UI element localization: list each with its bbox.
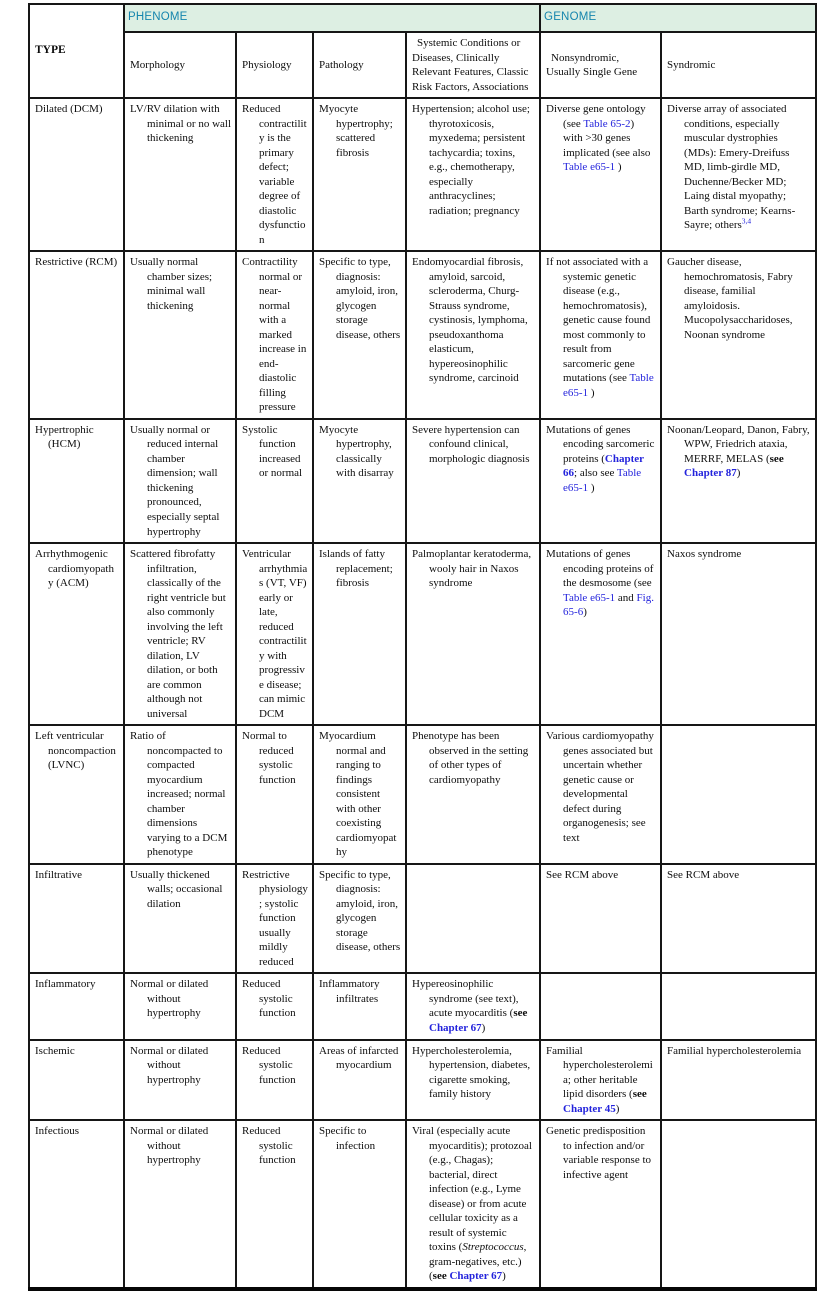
row-type-label: Left ventricular noncompaction (LVNC) xyxy=(35,730,116,772)
cell-pathology xyxy=(313,251,406,419)
text-segment: , gram-negatives, etc.) ( xyxy=(429,1241,527,1283)
text-segment: ) xyxy=(588,481,595,494)
data-table xyxy=(28,3,817,1291)
text-segment: Contractility normal or near-normal with a marked increase in end-diastolic filling pressure xyxy=(242,256,307,414)
row-type-label: Inflammatory xyxy=(35,978,96,991)
text-segment: ) xyxy=(588,386,595,399)
cell-morphology xyxy=(124,251,236,419)
text-segment: Scattered fibrofatty infiltration, classically of the right ventricle but also commonly involving the left ventricle; RV dilation, LV dilation, or both are common although not universal xyxy=(130,548,226,720)
text-segment: Naxos syndrome xyxy=(667,548,742,561)
column-header-nonsyndromic: Nonsyndromic, Usually Single Gene xyxy=(540,32,661,98)
cell-physiology xyxy=(236,419,313,543)
cell-pathology xyxy=(313,725,406,864)
text-segment: Reduced systolic function xyxy=(242,1125,296,1167)
column-header-syndromic: Syndromic xyxy=(661,32,816,98)
cell-morphology xyxy=(124,419,236,543)
text-segment: Normal to reduced systolic function xyxy=(242,730,296,786)
text-segment: see xyxy=(513,1007,528,1020)
text-segment: Streptococcus xyxy=(462,1241,524,1254)
cell-physiology xyxy=(236,543,313,725)
row-type-label: Infiltrative xyxy=(35,868,83,881)
cell-physiology xyxy=(236,725,313,864)
text-segment: ) xyxy=(502,1270,506,1283)
cell-systemic xyxy=(406,973,540,1039)
row-type-cell xyxy=(29,98,124,251)
text-segment: Genetic predisposition to infection and/or variable response to infective agent xyxy=(546,1125,652,1181)
text-segment: Myocardium normal and ranging to findings consistent with other coexisting cardiomyopathy xyxy=(319,730,397,859)
text-segment: Diverse gene ontology (see xyxy=(546,103,646,130)
cross-reference-link[interactable]: Table e65-1 xyxy=(563,372,654,399)
text-segment: Specific to infection xyxy=(319,1125,376,1152)
cell-morphology xyxy=(124,1120,236,1289)
cell-morphology xyxy=(124,973,236,1039)
row-type-cell xyxy=(29,1040,124,1121)
row-type-cell xyxy=(29,1120,124,1289)
text-segment: Mutations of genes encoding proteins of the desmosome (see xyxy=(546,548,654,590)
table-row xyxy=(29,973,816,1039)
table-row xyxy=(29,1120,816,1289)
row-type-label: Hypertrophic (HCM) xyxy=(35,423,94,451)
cell-physiology xyxy=(236,98,313,251)
text-segment: Familial hypercholesterolemia; other heritable lipid disorders ( xyxy=(546,1044,653,1101)
type-column-header: TYPE xyxy=(29,4,124,98)
cell-syndromic xyxy=(661,1120,816,1289)
text-segment: ) xyxy=(481,1022,486,1034)
text-segment: Hypertension; alcohol use; thyrotoxicosis, myxedema; persistent tachycardia; toxins, e.g., chemotherapy, especially anthracyclines; radiation; pregnancy xyxy=(412,103,530,217)
cell-syndromic xyxy=(661,973,816,1039)
cell-syndromic xyxy=(661,1040,816,1121)
cross-reference-link[interactable]: Fig. 65-6 xyxy=(563,591,654,619)
text-segment: Ratio of noncompacted to compacted myocardium increased; normal chamber dimensions varying to a DCM phenotype xyxy=(130,730,228,859)
column-header-row xyxy=(29,32,816,98)
text-segment: ) with >30 genes implicated (see also xyxy=(563,117,651,159)
cross-reference-link[interactable]: 3,4 xyxy=(741,216,752,226)
text-segment: Myocyte hypertrophy; scattered fibrosis xyxy=(319,103,393,159)
cell-nonsyndromic xyxy=(540,973,661,1039)
cell-physiology xyxy=(236,1120,313,1289)
cell-nonsyndromic xyxy=(540,419,661,543)
cell-nonsyndromic xyxy=(540,1040,661,1121)
row-type-label: Restrictive (RCM) xyxy=(35,256,118,269)
cell-systemic xyxy=(406,864,540,974)
text-segment: Ventricular arrhythmias (VT, VF) early or late, reduced contractility with progressive disease; can mimic DCM xyxy=(242,548,308,720)
row-type-label: Arrhythmogenic cardiomyopathy (ACM) xyxy=(35,548,114,590)
cell-morphology xyxy=(124,864,236,974)
cell-morphology xyxy=(124,1040,236,1121)
cell-pathology xyxy=(313,543,406,725)
text-segment: See RCM above xyxy=(546,868,619,881)
text-segment: Hypereosinophilic syndrome (see text), acute myocarditis ( xyxy=(412,978,519,1020)
text-segment: Usually normal chamber sizes; minimal wall thickening xyxy=(130,256,213,312)
cell-morphology xyxy=(124,725,236,864)
table-row xyxy=(29,1040,816,1121)
text-segment: See RCM above xyxy=(667,868,740,881)
cross-reference-link[interactable]: Chapter 45 xyxy=(563,1102,616,1115)
text-segment: Familial hypercholesterolemia xyxy=(667,1044,802,1057)
text-segment: Palmoplantar keratoderma, wooly hair in Naxos syndrome xyxy=(412,548,532,590)
group-header-row xyxy=(29,4,816,32)
text-segment: see xyxy=(432,1270,450,1283)
cell-pathology xyxy=(313,419,406,543)
text-segment: Normal or dilated without hypertrophy xyxy=(130,1125,209,1167)
cross-reference-link[interactable]: Table e65-1 xyxy=(563,591,616,604)
text-segment: Severe hypertension can confound clinical, morphologic diagnosis xyxy=(412,423,530,465)
text-segment: ) xyxy=(736,467,741,480)
cell-syndromic xyxy=(661,725,816,864)
table-row xyxy=(29,543,816,725)
text-segment: Inflammatory infiltrates xyxy=(319,978,380,1005)
cell-pathology xyxy=(313,98,406,251)
cell-nonsyndromic xyxy=(540,1120,661,1289)
cell-pathology xyxy=(313,1040,406,1121)
text-segment: Mutations of genes encoding sarcomeric proteins ( xyxy=(546,423,655,465)
cell-systemic xyxy=(406,251,540,419)
text-segment: Systolic function increased or normal xyxy=(242,423,303,480)
text-segment: Specific to type, diagnosis: amyloid, iron, glycogen storage disease, others xyxy=(319,256,401,341)
cell-physiology xyxy=(236,973,313,1039)
cell-pathology xyxy=(313,1120,406,1289)
text-segment: see xyxy=(632,1088,647,1101)
genome-group-header: GENOME xyxy=(540,4,816,32)
cell-pathology xyxy=(313,973,406,1039)
cross-reference-link[interactable]: Chapter 67 xyxy=(429,1022,482,1034)
text-segment: Noonan/Leopard, Danon, Fabry, WPW, Friedrich ataxia, MERRF, MELAS ( xyxy=(667,423,810,465)
row-type-label: Ischemic xyxy=(35,1044,75,1057)
text-segment: Normal or dilated without hypertrophy xyxy=(130,1044,209,1086)
cell-systemic xyxy=(406,725,540,864)
cell-systemic xyxy=(406,98,540,251)
text-segment: If not associated with a systemic genetic disease (e.g., hemochromatosis), genetic cause found most commonly to result from sarcomeric gene mutations (see xyxy=(546,256,651,385)
cell-physiology xyxy=(236,251,313,419)
cell-nonsyndromic xyxy=(540,864,661,974)
text-segment: LV/RV dilation with minimal or no wall thickening xyxy=(130,103,232,145)
text-segment: Various cardiomyopathy genes associated but uncertain whether genetic cause or developmental defect during organogenesis; see text xyxy=(546,730,654,844)
table-row xyxy=(29,725,816,864)
column-header-systemic-conditions: Systemic Conditions or Diseases, Clinically Relevant Features, Classic Risk Factors, Associations xyxy=(406,32,540,98)
text-segment: ; also see xyxy=(574,467,617,480)
table-body xyxy=(29,98,816,1289)
text-segment: and xyxy=(615,591,637,604)
cell-physiology xyxy=(236,864,313,974)
cross-reference-link[interactable]: Table e65-1 xyxy=(563,467,642,494)
cell-pathology xyxy=(313,864,406,974)
text-segment: ) xyxy=(615,161,622,174)
text-segment: Reduced contractility is the primary defect; variable degree of diastolic dysfunction xyxy=(242,103,307,246)
text-segment: ) xyxy=(615,1102,620,1115)
cell-syndromic xyxy=(661,251,816,419)
cell-physiology xyxy=(236,1040,313,1121)
row-type-cell xyxy=(29,725,124,864)
cell-syndromic xyxy=(661,864,816,974)
text-segment: Myocyte hypertrophy, classically with disarray xyxy=(319,423,394,480)
text-segment: Islands of fatty replacement; fibrosis xyxy=(319,548,393,590)
text-segment: Usually thickened walls; occasional dilation xyxy=(130,868,223,910)
text-segment: Restrictive physiology; systolic function usually mildly reduced xyxy=(242,868,308,968)
text-segment: Diverse array of associated conditions, especially muscular dystrophies (MDs): Emery-Dreifuss MD, limb-girdle MD, Duchenne/Becker MD; Laing distal myopathy; Barth syndrome; Kearns-Sayre; others xyxy=(667,103,796,232)
cardiomyopathy-classification-table xyxy=(28,3,817,1291)
cell-syndromic xyxy=(661,543,816,725)
column-header-physiology: Physiology xyxy=(236,32,313,98)
row-type-cell xyxy=(29,251,124,419)
cell-systemic xyxy=(406,1040,540,1121)
text-segment: Normal or dilated without hypertrophy xyxy=(130,978,209,1020)
cross-reference-link[interactable]: Chapter 67 xyxy=(449,1270,503,1283)
table-row xyxy=(29,98,816,251)
cross-reference-link[interactable]: Chapter 87 xyxy=(684,467,737,480)
text-segment: Viral (especially acute myocarditis); protozoal (e.g., Chagas); bacterial, direct infection (e.g., Lyme disease) or from acute cellular toxicity as a result of systemic toxins ( xyxy=(412,1125,532,1254)
row-type-cell xyxy=(29,419,124,543)
cell-systemic xyxy=(406,419,540,543)
cross-reference-link[interactable]: Chapter 66 xyxy=(563,452,644,480)
cross-reference-link[interactable]: Table e65-1 xyxy=(563,161,616,174)
row-type-cell xyxy=(29,973,124,1039)
row-type-cell xyxy=(29,864,124,974)
text-segment: Reduced systolic function xyxy=(242,1044,296,1086)
cross-reference-link[interactable]: Table 65-2 xyxy=(583,117,631,130)
cell-nonsyndromic xyxy=(540,543,661,725)
column-header-pathology: Pathology xyxy=(313,32,406,98)
text-segment: Endomyocardial fibrosis, amyloid, sarcoid, scleroderma, Churg-Strauss syndrome, cystinosis, lymphoma, pseudoxanthoma elasticum, hypereosinophilic syndrome, carcinoid xyxy=(412,256,528,385)
text-segment: see xyxy=(769,452,784,465)
table-row xyxy=(29,864,816,974)
phenome-group-header: PHENOME xyxy=(124,4,540,32)
column-header-morphology: Morphology xyxy=(124,32,236,98)
cell-syndromic xyxy=(661,98,816,251)
text-segment: Phenotype has been observed in the setting of other types of cardiomyopathy xyxy=(412,730,529,786)
cell-systemic xyxy=(406,1120,540,1289)
text-segment: Specific to type, diagnosis: amyloid, iron, glycogen storage disease, others xyxy=(319,868,401,954)
cell-nonsyndromic xyxy=(540,251,661,419)
text-segment: Gaucher disease, hemochromatosis, Fabry disease, familial amyloidosis. Mucopolysaccharidoses, Noonan syndrome xyxy=(667,256,793,341)
row-type-label: Infectious xyxy=(35,1125,79,1138)
cell-morphology xyxy=(124,543,236,725)
text-segment: ) xyxy=(583,606,587,619)
text-segment: Usually normal or reduced internal chamber dimension; wall thickening pronounced, especially septal hypertrophy xyxy=(130,423,220,538)
row-type-cell xyxy=(29,543,124,725)
table-row xyxy=(29,419,816,543)
text-segment: Hypercholesterolemia, hypertension, diabetes, cigarette smoking, family history xyxy=(412,1044,531,1101)
cell-systemic xyxy=(406,543,540,725)
row-type-label: Dilated (DCM) xyxy=(35,103,103,116)
text-segment: Areas of infarcted myocardium xyxy=(319,1044,399,1072)
cell-syndromic xyxy=(661,419,816,543)
table-row xyxy=(29,251,816,419)
cell-nonsyndromic xyxy=(540,725,661,864)
cell-morphology xyxy=(124,98,236,251)
text-segment: Reduced systolic function xyxy=(242,978,296,1020)
cell-nonsyndromic xyxy=(540,98,661,251)
